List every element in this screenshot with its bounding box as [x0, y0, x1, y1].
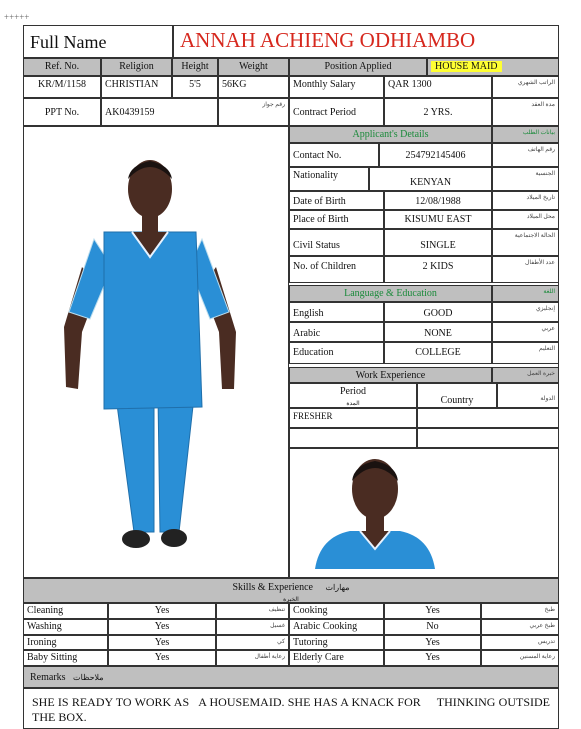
applicant-details-arabic: بيانات الطلب — [492, 126, 559, 143]
skills-title-arabic: مهارات — [325, 583, 350, 592]
dob-label: Date of Birth — [289, 191, 384, 210]
work-period-arabic: المدة — [346, 401, 360, 407]
work-country-label: Country — [417, 383, 497, 408]
position-header: Position Applied — [289, 58, 427, 76]
education-value: COLLEGE — [384, 342, 492, 364]
applicant-name: ANNAH ACHIENG ODHIAMBO — [173, 25, 559, 58]
arabic-value: NONE — [384, 322, 492, 342]
skill-baby-sitting-value: Yes — [108, 650, 216, 666]
skill-ironing-value: Yes — [108, 635, 216, 650]
ppt-value: AK0439159 — [101, 98, 218, 126]
applicant-details-title: Applicant's Details — [289, 126, 492, 143]
portrait-photo — [290, 449, 560, 579]
pob-label: Place of Birth — [289, 210, 384, 229]
skill-cleaning-label: Cleaning — [23, 603, 108, 619]
pob-value: KISUMU EAST — [384, 210, 492, 229]
weight-header: Weight — [218, 58, 289, 76]
skill-cleaning-value: Yes — [108, 603, 216, 619]
ppt-label: PPT No. — [23, 98, 101, 126]
work-period-header — [289, 383, 417, 408]
remarks-bar — [23, 666, 559, 688]
skill-arabic-cooking-arabic: طبخ عربي — [481, 619, 559, 635]
skill-baby-sitting-arabic: رعاية أطفال — [216, 650, 289, 666]
religion-header: Religion — [101, 58, 172, 76]
english-label: English — [289, 302, 384, 322]
ref-no-header: Ref. No. — [23, 58, 101, 76]
work-blank-country — [417, 428, 559, 448]
skills-title-bar — [23, 578, 559, 603]
full-body-photo — [24, 127, 290, 579]
work-title: Work Experience — [289, 367, 492, 383]
contact-label: Contact No. — [289, 143, 379, 167]
contact-arabic: رقم الهاتف — [492, 143, 559, 167]
children-label: No. of Children — [289, 256, 384, 283]
salary-value: QAR 1300 — [384, 76, 492, 98]
weight-value: 56KG — [218, 76, 289, 98]
portrait-frame — [289, 448, 559, 578]
language-title: Language & Education — [289, 285, 492, 302]
skill-elderly-care-label: Elderly Care — [289, 650, 384, 666]
remarks-arabic: ملاحظات — [73, 673, 104, 682]
remarks-label: Remarks — [30, 672, 66, 683]
work-entry: FRESHER — [289, 408, 417, 428]
work-blank-period — [289, 428, 417, 448]
skill-cooking-arabic: طبخ — [481, 603, 559, 619]
contact-value: 254792145406 — [379, 143, 492, 167]
skill-ironing-label: Ironing — [23, 635, 108, 650]
nationality-arabic: الجنسية — [492, 167, 559, 191]
civil-status-arabic: الحالة الاجتماعية — [492, 229, 559, 256]
skill-elderly-care-value: Yes — [384, 650, 481, 666]
pob-arabic: محل الميلاد — [492, 210, 559, 229]
nationality-label: Nationality — [289, 167, 369, 191]
work-country-arabic: الدولة — [497, 383, 559, 408]
education-arabic: التعليم — [492, 342, 559, 364]
period-arabic: مدة العقد — [492, 98, 559, 126]
education-label: Education — [289, 342, 384, 364]
skills-title: Skills & Experience — [232, 582, 313, 593]
position-cell — [427, 58, 559, 76]
dob-value: 12/08/1988 — [384, 191, 492, 210]
work-entry-country — [417, 408, 559, 428]
skill-arabic-cooking-value: No — [384, 619, 481, 635]
full-name-label: Full Name — [23, 25, 173, 58]
nationality-value: KENYAN — [369, 167, 492, 191]
full-photo-frame — [23, 126, 289, 578]
page-marker: +++++ — [4, 12, 30, 22]
remarks-text: SHE IS READY TO WORK AS A HOUSEMAID. SHE HAS A KNACK FOR THINKING OUTSIDE THE BOX. — [23, 688, 559, 729]
civil-status-value: SINGLE — [384, 229, 492, 256]
ref-no-value: KR/M/1158 — [23, 76, 101, 98]
height-value: 5'5 — [172, 76, 218, 98]
language-arabic: اللغة — [492, 285, 559, 302]
height-header: Height — [172, 58, 218, 76]
skill-elderly-care-arabic: رعاية المسنين — [481, 650, 559, 666]
children-value: 2 KIDS — [384, 256, 492, 283]
skill-washing-label: Washing — [23, 619, 108, 635]
skill-tutoring-label: Tutoring — [289, 635, 384, 650]
skill-arabic-cooking-label: Arabic Cooking — [289, 619, 384, 635]
children-arabic: عدد الأطفال — [492, 256, 559, 283]
ppt-arabic: رقم جواز — [218, 98, 289, 126]
arabic-label: Arabic — [289, 322, 384, 342]
english-arabic: إنجليزي — [492, 302, 559, 322]
position-value: HOUSE MAID — [431, 61, 502, 72]
religion-value: CHRISTIAN — [101, 76, 172, 98]
skill-tutoring-value: Yes — [384, 635, 481, 650]
skill-washing-arabic: غسيل — [216, 619, 289, 635]
skill-cleaning-arabic: تنظيف — [216, 603, 289, 619]
dob-arabic: تاريخ الميلاد — [492, 191, 559, 210]
salary-arabic: الراتب الشهري — [492, 76, 559, 98]
skill-baby-sitting-label: Baby Sitting — [23, 650, 108, 666]
english-value: GOOD — [384, 302, 492, 322]
arabic-arabic: عربي — [492, 322, 559, 342]
skills-sub-arabic: الخبرة — [283, 597, 299, 603]
skill-cooking-label: Cooking — [289, 603, 384, 619]
skill-washing-value: Yes — [108, 619, 216, 635]
period-label: Contract Period — [289, 98, 384, 126]
period-value: 2 YRS. — [384, 98, 492, 126]
work-arabic: خبرة العمل — [492, 367, 559, 383]
skill-tutoring-arabic: تدريس — [481, 635, 559, 650]
salary-label: Monthly Salary — [289, 76, 384, 98]
skill-ironing-arabic: كي — [216, 635, 289, 650]
work-period-label: Period — [339, 386, 367, 397]
civil-status-label: Civil Status — [289, 229, 384, 256]
skill-cooking-value: Yes — [384, 603, 481, 619]
